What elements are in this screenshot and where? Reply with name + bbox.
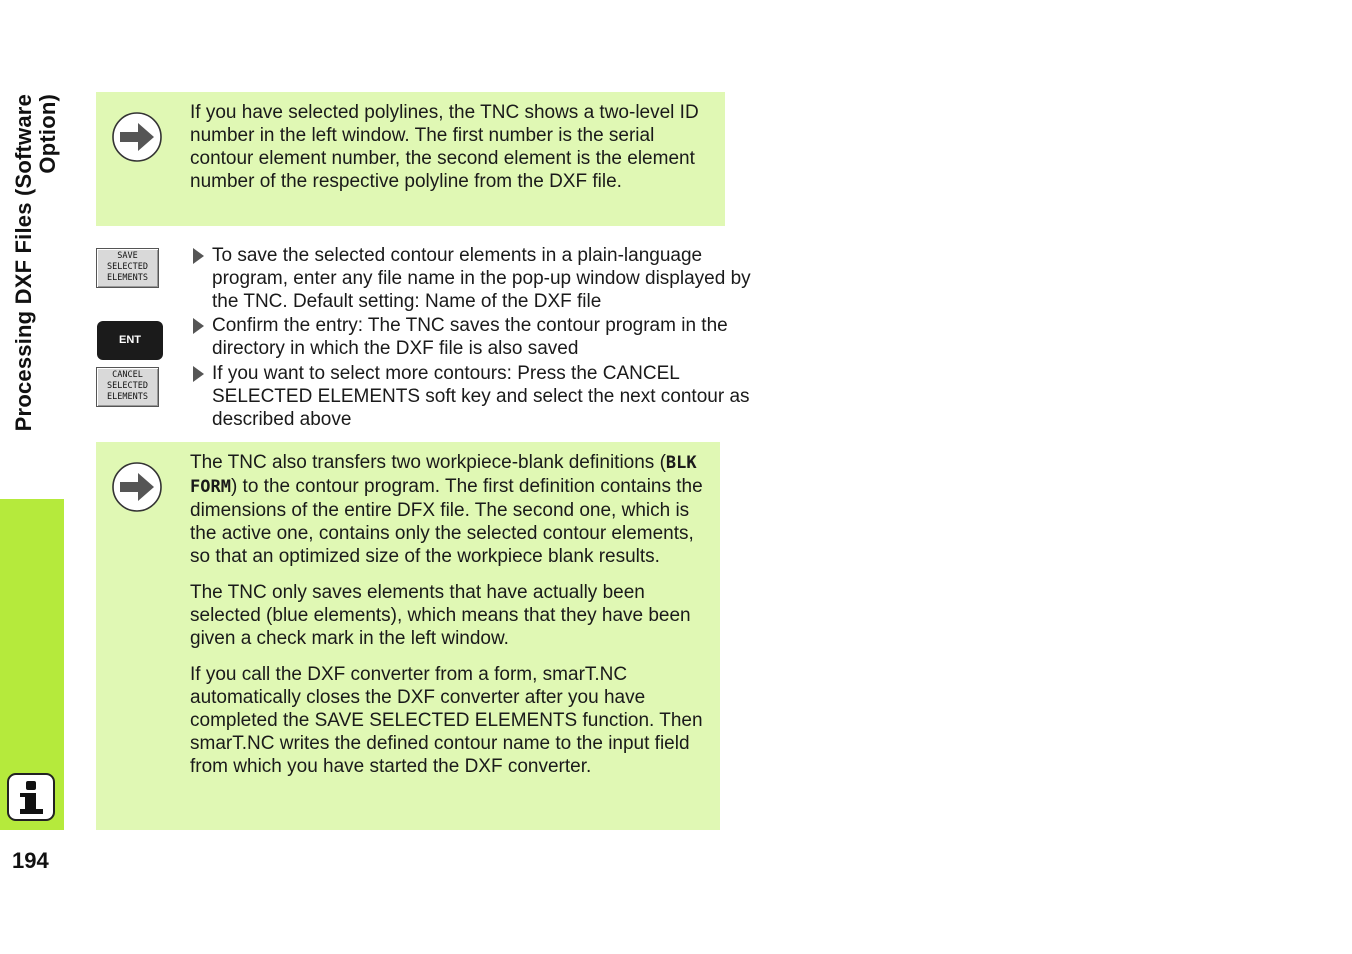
softkey-line: CANCEL (112, 370, 143, 380)
chapter-title-container (12, 94, 68, 494)
note-paragraph: If you have selected polylines, the TNC shows a two-level ID number in the left window. The first number is the serial contour element number, the second element is the element number of the respective polyline from the DXF file. (190, 102, 699, 192)
arrow-right-icon (111, 461, 163, 513)
note-box-polylines (96, 92, 725, 226)
softkey-line: ELEMENTS (107, 273, 148, 283)
arrow-right-icon (111, 111, 163, 163)
softkey-line: ELEMENTS (107, 392, 148, 402)
step-text: To save the selected contour elements in a plain-language program, enter any file name in the pop-up window displayed by the TNC. Default setting: Name of the DXF file (212, 245, 751, 312)
save-selected-elements-softkey[interactable] (96, 248, 159, 288)
step-text: Confirm the entry: The TNC saves the contour program in the directory in which the DXF file is also saved (212, 315, 728, 359)
note-paragraph (190, 451, 705, 568)
chapter-title: Processing DXF Files (Software Option) (11, 94, 60, 432)
note-box-blk-form (96, 442, 720, 830)
step-item (192, 362, 762, 431)
text-span: ) to the contour program. The first definition contains the dimensions of the entire DFX file. The second one, which is the active one, contains only the selected contour elements, so that an optimized size of the workpiece blank results. (190, 476, 703, 567)
page-number: 194 (12, 848, 49, 873)
triangle-bullet-icon (193, 248, 204, 264)
triangle-bullet-icon (193, 366, 204, 382)
step-item (192, 314, 762, 360)
note-text (190, 101, 715, 206)
code-span: BLK FORM (190, 453, 697, 497)
softkey-line: SELECTED (107, 262, 148, 272)
ent-key[interactable]: ENT (97, 321, 163, 360)
softkey-line: SAVE (117, 251, 138, 261)
step-text: If you want to select more contours: Press the CANCEL SELECTED ELEMENTS soft key and select the next contour as described above (212, 363, 750, 430)
softkey-line: SELECTED (107, 381, 148, 391)
info-icon (7, 773, 55, 821)
note-text (190, 451, 705, 791)
triangle-bullet-icon (193, 318, 204, 334)
note-paragraph: The TNC only saves elements that have actually been selected (blue elements), which means that they have been given a check mark in the left window. (190, 582, 691, 649)
note-paragraph: If you call the DXF converter from a form, smarT.NC automatically closes the DXF converter after you have completed the SAVE SELECTED ELEMENTS function. Then smarT.NC writes the defined contour name to the input field from which you have started the DXF converter. (190, 664, 703, 777)
text-span: The TNC also transfers two workpiece-blank definitions ( (190, 452, 666, 473)
step-item (192, 244, 762, 313)
cancel-selected-elements-softkey[interactable] (96, 367, 159, 407)
